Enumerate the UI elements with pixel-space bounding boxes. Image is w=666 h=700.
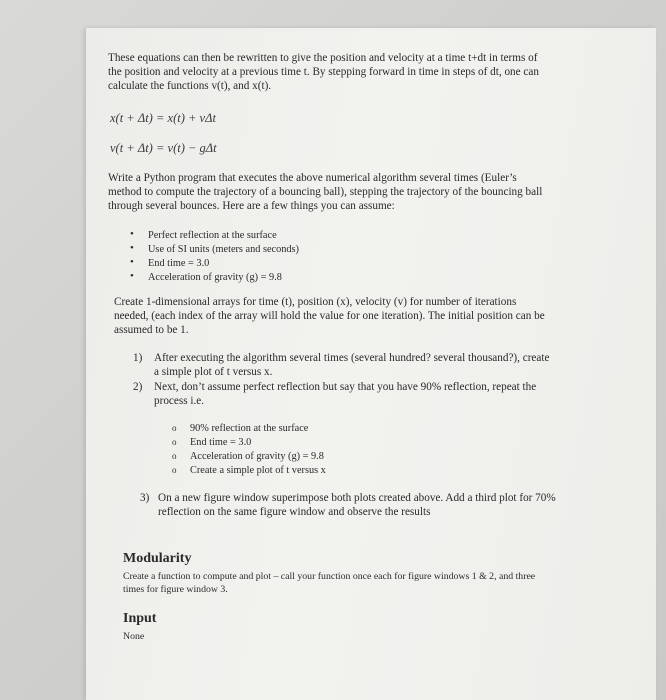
intro-line-2: the position and velocity at a previous time t. By stepping forward in time in steps of dt, one can [108,66,539,78]
sub-item: End time = 3.0 [190,437,252,448]
step-2-line-2: process i.e. [154,395,205,407]
circle-bullet-icon: o [172,437,177,447]
modularity-heading: Modularity [123,551,192,566]
bullet-icon: • [130,256,134,268]
step-3-line-1: On a new figure window superimpose both plots created above. Add a third plot for 70% [158,492,556,504]
step-1-line-1: After executing the algorithm several times (several hundred? several thousand?), create [154,352,550,364]
circle-bullet-icon: o [172,423,177,433]
velocity-equation: v(t + Δt) = v(t) − gΔt [110,141,217,155]
sub-item: Create a simple plot of t versus x [190,465,326,476]
step-2-line-1: Next, don’t assume perfect reflection but say that you have 90% reflection, repeat the [154,381,537,393]
step-1-number: 1) [133,352,143,364]
sub-item: Acceleration of gravity (g) = 9.8 [190,451,324,462]
position-equation: x(t + Δt) = x(t) + vΔt [110,111,216,125]
bullet-icon: • [130,242,134,254]
assumption-item: Perfect reflection at the surface [148,230,277,241]
assumption-item: End time = 3.0 [148,258,210,269]
step-2-number: 2) [133,381,143,393]
task-line-1: Write a Python program that executes the above numerical algorithm several times (Euler’s [108,172,517,184]
arrays-line-3: assumed to be 1. [114,324,189,336]
input-value: None [123,631,145,642]
sub-item: 90% reflection at the surface [190,423,309,434]
input-heading: Input [123,611,157,626]
step-3-line-2: reflection on the same figure window and observe the results [158,506,431,518]
assumption-item: Acceleration of gravity (g) = 9.8 [148,272,282,283]
circle-bullet-icon: o [172,465,177,475]
task-line-2: method to compute the trajectory of a bouncing ball), stepping the trajectory of the bouncing ball [108,186,543,198]
arrays-line-1: Create 1-dimensional arrays for time (t), position (x), velocity (v) for number of iterations [114,296,517,308]
step-3-number: 3) [140,492,150,504]
intro-line-1: These equations can then be rewritten to give the position and velocity at a time t+dt in terms of [108,52,538,64]
bullet-icon: • [130,270,134,282]
intro-line-3: calculate the functions v(t), and x(t). [108,80,272,92]
modularity-line-1: Create a function to compute and plot – call your function once each for figure windows 1 & 2, and three [123,571,536,582]
circle-bullet-icon: o [172,451,177,461]
task-line-3: through several bounces. Here are a few things you can assume: [108,200,395,212]
step-1-line-2: a simple plot of t versus x. [154,366,273,378]
modularity-line-2: times for figure window 3. [123,584,228,595]
bullet-icon: • [130,228,134,240]
assumption-item: Use of SI units (meters and seconds) [148,244,299,255]
arrays-line-2: needed, (each index of the array will hold the value for one iteration). The initial position can be [114,310,545,322]
